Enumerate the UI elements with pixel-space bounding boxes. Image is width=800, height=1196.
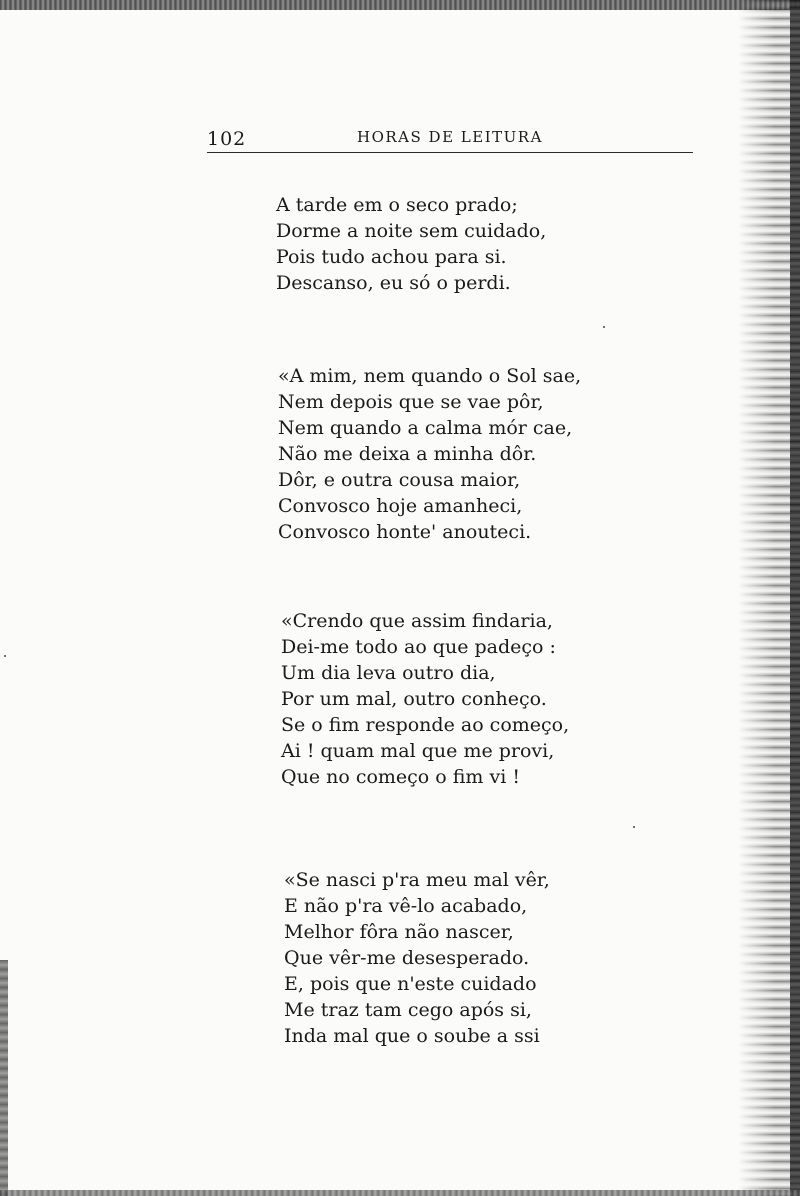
verse-line: Convosco hoje amanheci, (278, 495, 523, 517)
scan-edge-right (790, 0, 800, 1196)
verse-line: Nem depois que se vae pôr, (278, 391, 544, 413)
verse-line: Dôr, e outra cousa maior, (278, 469, 521, 491)
verse-line: E não p'ra vê-lo acabado, (284, 895, 528, 917)
verse-line: Ai ! quam mal que me provi, (281, 740, 555, 762)
stanza (281, 608, 569, 790)
paper-speck (633, 826, 635, 828)
verse-line: Me traz tam cego após si, (284, 999, 532, 1021)
header-rule (207, 152, 693, 153)
verse-line: Por um mal, outro conheço. (281, 688, 547, 710)
page-number: 102 (207, 128, 247, 150)
verse-line: Se o fim responde ao começo, (281, 714, 570, 736)
paper-speck (4, 655, 6, 657)
scan-edge-left (0, 960, 8, 1196)
verse-line: Que no começo o fim vi ! (281, 766, 520, 788)
verse-line: Inda mal que o soube a ssi (284, 1025, 540, 1047)
stanza (284, 867, 550, 1049)
verse-line: Que vêr-me desesperado. (284, 947, 530, 969)
verse-line: Convosco honte' anouteci. (278, 521, 532, 543)
scan-edge-bottom (0, 1190, 800, 1196)
verse-line: Não me deixa a minha dôr. (278, 443, 537, 465)
verse-line: E, pois que n'este cuidado (284, 973, 537, 995)
verse-line: Pois tudo achou para si. (276, 246, 507, 268)
paper-speck (603, 326, 605, 328)
stanza (278, 363, 581, 545)
verse-line: Dei-me todo ao que padeço : (281, 636, 556, 658)
verse-line: «A mim, nem quando o Sol sae, (278, 365, 582, 387)
scan-edge-top (0, 0, 800, 10)
verse-line: Dorme a noite sem cuidado, (276, 220, 547, 242)
page-header (207, 122, 693, 154)
verse-line: A tarde em o seco prado; (276, 194, 518, 216)
verse-line: «Se nasci p'ra meu mal vêr, (284, 869, 550, 891)
verse-line: «Crendo que assim findaria, (281, 610, 553, 632)
stanza (276, 192, 546, 296)
verse-line: Melhor fôra não nascer, (284, 921, 514, 943)
verse-line: Nem quando a calma mór cae, (278, 417, 573, 439)
running-title: HORAS DE LEITURA (357, 128, 543, 146)
verse-line: Descanso, eu só o perdi. (276, 272, 511, 294)
verse-line: Um dia leva outro dia, (281, 662, 496, 684)
